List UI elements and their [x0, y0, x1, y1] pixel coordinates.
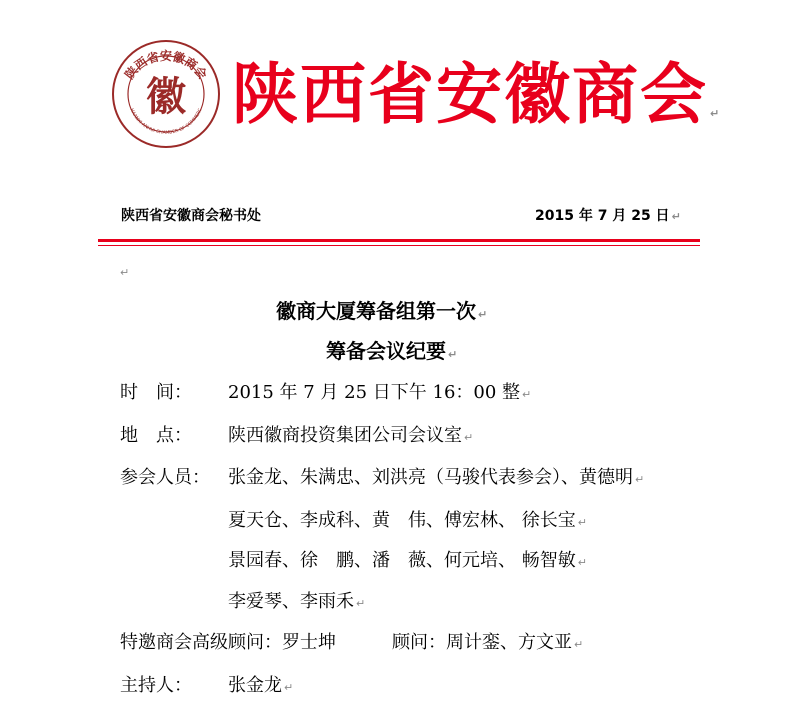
doc-title-line1: 徽商大厦筹备组第一次 ↵ [276, 299, 488, 323]
advisor-label: 顾问： [392, 632, 446, 653]
place-value: 陕西徽商投资集团公司会议室 [228, 425, 462, 446]
logo-ring-text: 陕西省安徽商会 [122, 49, 210, 82]
paragraph-mark: ↵ [356, 597, 366, 610]
senior-advisor-value: 罗士坤 [282, 632, 336, 653]
time-row [120, 379, 531, 409]
logo-ring-text-en: HAANXI ANHUI CHAMBER OF COMMERC [128, 107, 204, 136]
org-title: 陕西省安徽商会 ↵ [232, 56, 722, 133]
paragraph-mark: ↵ [478, 308, 488, 321]
paragraph-mark: ↵ [448, 348, 458, 361]
chamber-logo [110, 38, 222, 150]
place-row [120, 422, 473, 452]
attendees-line: 夏天仓、李成科、黄 伟、傅宏林、 徐长宝 [228, 510, 576, 531]
paragraph-mark: ↵ [577, 556, 587, 569]
host-value: 张金龙 [228, 675, 282, 696]
attendees-line-2 [228, 507, 587, 537]
attendees-line-3 [228, 547, 587, 577]
attendees-label: 参会人员： [120, 467, 210, 488]
paragraph-mark: ↵ [284, 681, 294, 694]
host-label: 主持人： [120, 675, 192, 696]
advisors-row [120, 629, 583, 659]
doc-title-line2: 筹备会议纪要 ↵ [326, 339, 458, 363]
paragraph-mark: ↵ [710, 107, 722, 120]
paragraph-mark: ↵ [522, 388, 532, 401]
place-label: 地 点： [120, 425, 192, 446]
attendees-line: 李爱琴、李雨禾 [228, 591, 354, 612]
paragraph-mark: ↵ [574, 638, 584, 651]
attendees-line: 张金龙、朱满忠、刘洪亮（马骏代表参会）、黄德明 [228, 467, 633, 488]
header-rule-thick [98, 239, 700, 242]
logo-center-char: 徽 [146, 73, 186, 120]
paragraph-mark: ↵ [577, 516, 587, 529]
header-rule-thin [98, 245, 700, 246]
paragraph-mark: ↵ [120, 266, 130, 279]
advisor-value: 周计銮、方文亚 [446, 632, 572, 653]
issuer: 陕西省安徽商会秘书处 [121, 208, 261, 224]
issue-date: 2015 年 7 月 25 日 ↵ [535, 208, 681, 224]
host-row [120, 672, 293, 702]
time-value: 2015 年 7 月 25 日下午 16：00 整 [228, 382, 521, 403]
paragraph-mark: ↵ [464, 431, 474, 444]
attendees-line: 景园春、徐 鹏、潘 薇、何元培、 畅智敏 [228, 550, 576, 571]
attendees-row [120, 464, 644, 494]
attendees-line-4 [228, 588, 365, 618]
time-label: 时 间： [120, 382, 192, 403]
senior-advisor-label: 特邀商会高级顾问： [120, 632, 282, 653]
paragraph-mark: ↵ [635, 473, 645, 486]
paragraph-mark: ↵ [671, 210, 681, 223]
